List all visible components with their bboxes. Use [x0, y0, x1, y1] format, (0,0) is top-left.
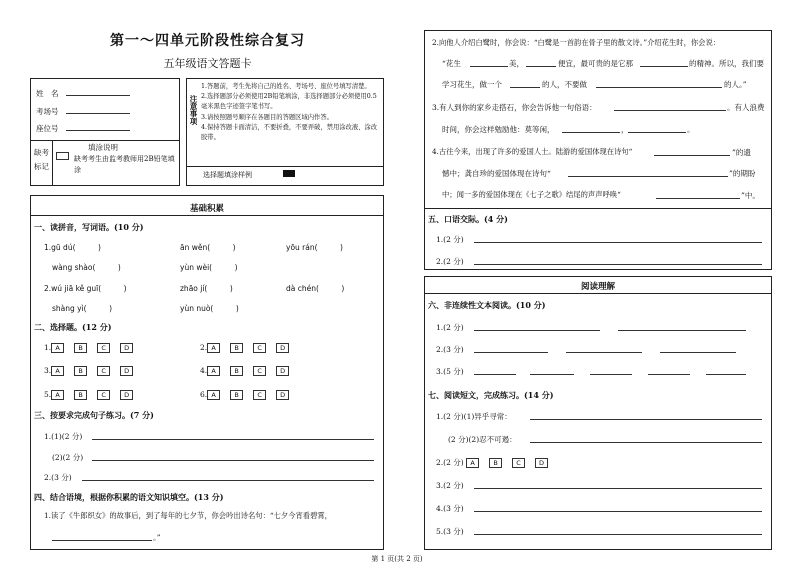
option-a[interactable]: A	[207, 390, 220, 400]
q7-item: 2.(2 分) A B C D	[436, 457, 558, 468]
option-c[interactable]: C	[97, 343, 110, 353]
q6-item: 2.(3 分)	[436, 345, 464, 354]
page-number: 第 1 页(共 2 页)	[371, 555, 423, 563]
q7-item: 3.(2 分)	[436, 481, 464, 490]
answer-line[interactable]	[660, 352, 736, 353]
option-b[interactable]: B	[230, 390, 243, 400]
pinyin-item[interactable]: 1.gū dú( )	[44, 243, 101, 252]
fill-note-title: 填涂说明	[88, 143, 118, 152]
name-label: 姓 名	[36, 89, 59, 98]
q6-item: 3.(5 分)	[436, 367, 464, 376]
notice-item: 4.保持答题卡面清洁，不要折叠，不要弄破，禁用涂改液、涂改胶带。	[201, 123, 378, 142]
notice-label: 注意事项	[189, 95, 198, 125]
q5-item: 1.(2 分)	[436, 235, 464, 244]
option-c[interactable]: C	[253, 343, 266, 353]
option-a[interactable]: A	[466, 458, 479, 468]
exam-no-field[interactable]	[66, 113, 130, 114]
answer-line[interactable]	[92, 439, 374, 440]
absent-label: 缺考 标记	[34, 148, 49, 171]
option-d[interactable]: D	[120, 343, 133, 353]
answer-line[interactable]	[640, 66, 688, 67]
seat-no-field[interactable]	[66, 130, 130, 131]
option-b[interactable]: B	[230, 343, 243, 353]
answer-line[interactable]	[656, 198, 740, 199]
notice-item: 2.选择题部分必须使用2B铅笔填涂，非选择题部分必须使用0.5毫米黑色字迹签字笔书写。	[201, 93, 377, 111]
option-c[interactable]: C	[253, 366, 266, 376]
q5-heading: 五、口语交际。(4 分)	[428, 214, 508, 224]
q4-2-text: 2.向他人介绍白鹭时，你会说：“白鹭是一首韵在骨子里的散文诗。”介绍花生时，你会说：	[432, 38, 721, 47]
option-a[interactable]: A	[207, 366, 220, 376]
answer-line[interactable]	[590, 374, 632, 375]
sample-filled-mark	[283, 170, 295, 177]
q6-item: 1.(2 分)	[436, 323, 464, 332]
choice-row: 3. A B C D	[44, 366, 143, 376]
seat-no-label: 座位号	[36, 124, 59, 133]
q5-item: 2.(2 分)	[436, 257, 464, 266]
q2-heading: 二、选择题。(12 分)	[34, 322, 112, 332]
answer-line[interactable]	[92, 460, 374, 461]
option-d[interactable]: D	[276, 366, 289, 376]
answer-line[interactable]	[648, 374, 690, 375]
pinyin-item[interactable]: zhāo jí( )	[180, 284, 233, 293]
answer-line[interactable]	[628, 132, 686, 133]
option-c[interactable]: C	[97, 390, 110, 400]
q7-item: 4.(3 分)	[436, 504, 464, 513]
answer-line[interactable]	[82, 480, 374, 481]
exam-no-label: 考场号	[36, 107, 59, 116]
pinyin-item[interactable]: yùn wèi( )	[180, 263, 238, 272]
choice-row: 4. A B C D	[200, 366, 299, 376]
answer-line[interactable]	[474, 242, 762, 243]
choice-row: 2. A B C D	[200, 343, 299, 353]
pinyin-item[interactable]: wàng shào( )	[52, 263, 121, 272]
answer-line[interactable]	[474, 264, 762, 265]
answer-line[interactable]	[474, 352, 548, 353]
absent-checkbox[interactable]	[56, 152, 69, 160]
option-c[interactable]: C	[97, 366, 110, 376]
answer-line[interactable]	[596, 87, 722, 88]
pinyin-item[interactable]: 2.wú jiā kě guī( )	[44, 284, 127, 293]
sample-label: 选择题填涂样例	[203, 171, 252, 179]
basic-panel-title: 基础积累	[189, 204, 224, 214]
answer-line[interactable]	[510, 87, 540, 88]
q6-heading: 六、非连续性文本阅读。(10 分)	[428, 300, 546, 310]
option-c[interactable]: C	[253, 390, 266, 400]
q7-item: (2 分)(2)忍不可遏：	[448, 435, 517, 444]
q1-heading: 一、读拼音，写词语。(10 分)	[34, 222, 144, 232]
pinyin-item[interactable]: shàng yì( )	[52, 304, 113, 313]
option-d[interactable]: D	[276, 390, 289, 400]
choice-row: 6. A B C D	[200, 390, 299, 400]
answer-line[interactable]	[568, 176, 728, 177]
notice-item: 3.请按照题号顺序在各题目的答题区域内作答。	[201, 113, 333, 121]
option-b[interactable]: B	[74, 366, 87, 376]
option-c[interactable]: C	[512, 458, 525, 468]
answer-line[interactable]	[52, 540, 152, 541]
q7-heading: 七、阅读短文，完成练习。(14 分)	[428, 390, 554, 400]
option-d[interactable]: D	[276, 343, 289, 353]
page-subtitle: 五年级语文答题卡	[163, 57, 252, 70]
option-b[interactable]: B	[230, 366, 243, 376]
choice-row: 1. A B C D	[44, 343, 143, 353]
answer-line[interactable]	[474, 374, 516, 375]
q3-item: (2)(2 分)	[52, 453, 84, 462]
pinyin-item[interactable]: dà chén( )	[286, 284, 345, 293]
answer-line[interactable]	[562, 132, 620, 133]
answer-line[interactable]	[474, 330, 600, 331]
q4-4-text: 4.古往今来，出现了许多的爱国人士。陆游的爱国体现在诗句“	[432, 147, 633, 156]
q4-1-text: 1.读了《牛郎织女》的故事后，到了每年的七夕节，你会吟出诗名句：“七夕今宵看碧霄，	[44, 511, 332, 520]
q3-item: 1.(1)(2 分)	[44, 432, 83, 441]
name-field[interactable]	[66, 95, 130, 96]
answer-line[interactable]	[618, 330, 746, 331]
option-a[interactable]: A	[51, 343, 64, 353]
notice-list	[201, 82, 381, 143]
page-title: 第一～四单元阶段性综合复习	[110, 33, 305, 49]
answer-line[interactable]	[530, 442, 762, 443]
pinyin-item[interactable]: ān wěn( )	[180, 243, 236, 252]
option-b[interactable]: B	[74, 390, 87, 400]
q4-heading: 四、结合语境，根据你积累的语文知识填空。(13 分)	[34, 492, 224, 502]
option-b[interactable]: B	[74, 343, 87, 353]
choice-row: 5. A B C D	[44, 390, 143, 400]
notice-item: 1.答题前，考生先将自己的姓名、考场号、座位号填写清楚。	[201, 83, 371, 90]
q7-item: 1.(2 分)(1)异乎寻常：	[436, 412, 512, 421]
answer-line[interactable]	[530, 419, 762, 420]
option-d[interactable]: D	[535, 458, 548, 468]
pinyin-item[interactable]: yōu rán( )	[286, 243, 343, 252]
option-a[interactable]: A	[51, 366, 64, 376]
reading-panel-title: 阅读理解	[580, 282, 615, 292]
option-d[interactable]: D	[120, 366, 133, 376]
q7-item: 5.(3 分)	[436, 527, 464, 536]
answer-line[interactable]	[474, 534, 762, 535]
answer-line[interactable]	[706, 374, 746, 375]
answer-line[interactable]	[526, 66, 556, 67]
answer-line[interactable]	[474, 488, 762, 489]
q3-heading: 三、按要求完成句子练习。(7 分)	[34, 410, 154, 420]
q4-3-text: 3.有人到你的家乡走搭石，你会告诉他一句俗语：	[432, 103, 597, 112]
q3-item: 2.(3 分)	[44, 473, 72, 482]
answer-line[interactable]	[474, 511, 762, 512]
answer-line[interactable]	[654, 155, 730, 156]
answer-line[interactable]	[614, 110, 726, 111]
option-a[interactable]: A	[51, 390, 64, 400]
option-d[interactable]: D	[120, 390, 133, 400]
answer-line[interactable]	[566, 352, 642, 353]
fill-note: 缺考考生由监考教师用2B铅笔填涂	[74, 155, 175, 174]
answer-line[interactable]	[470, 66, 508, 67]
option-a[interactable]: A	[207, 343, 220, 353]
pinyin-item[interactable]: yùn nuò( )	[180, 304, 239, 313]
answer-line[interactable]	[530, 374, 574, 375]
option-b[interactable]: B	[489, 458, 502, 468]
